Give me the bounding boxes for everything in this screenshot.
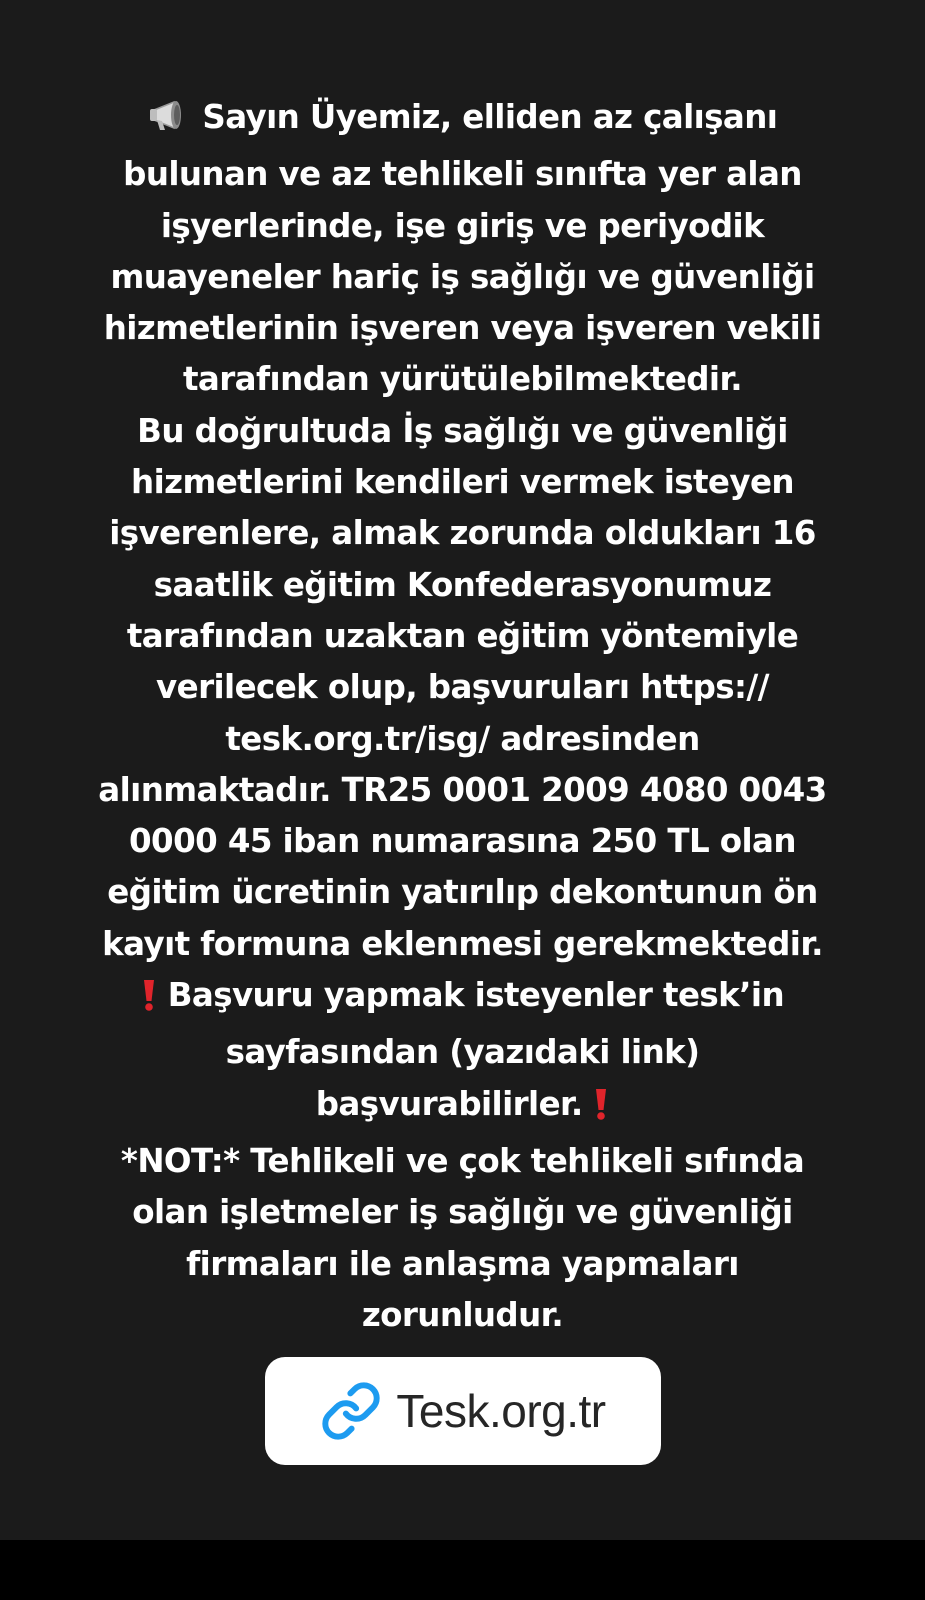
megaphone-icon [148, 98, 192, 149]
red-exclamation-icon [141, 976, 157, 1027]
link-label[interactable]: Tesk.org.tr [396, 1385, 606, 1437]
bottom-bar [0, 1540, 925, 1600]
link-sticker[interactable] [265, 1357, 661, 1465]
story-note: *NOT:* Tehlikeli ve çok tehlikeli sıfında olan işletmeler iş sağlığı ve güvenliği firmaları ile anlaşma yapmaları zorunludur. [120, 1141, 805, 1334]
story-intro: Sayın Üyemiz, elliden az çalışanı bulunan ve az tehlikeli sınıfta yer alan işyerlerinde, işe giriş ve periyodik muayeneler hariç iş sağlığı ve güvenliği hizmetlerinin işveren veya işveren vekili tarafından yürütülebilmektedir. Bu doğrultuda İş sağlığı ve güvenliği hizmetlerini kendileri vermek isteyen işverenlere, almak zorunda oldukları 16 saatlik eğitim Konfederasyonumuz tarafından uzaktan eğitim yöntemiyle verilecek olup, başvuruları https:// tesk.org.tr/isg/ adresinden alınmaktadır. TR25 0001 2009 4080 0043 0000 45 iban numarasına 250 TL olan eğitim ücretinin yatırılıp dekontunun ön kayıt formuna eklenmesi gerekmektedir. [98, 98, 827, 963]
red-exclamation-icon [593, 1085, 609, 1136]
story-notice: Başvuru yapmak isteyenler tesk’in sayfasından (yazıdaki link) başvurabilirler. [167, 976, 784, 1123]
story-text [20, 92, 905, 1341]
link-icon [320, 1380, 382, 1442]
